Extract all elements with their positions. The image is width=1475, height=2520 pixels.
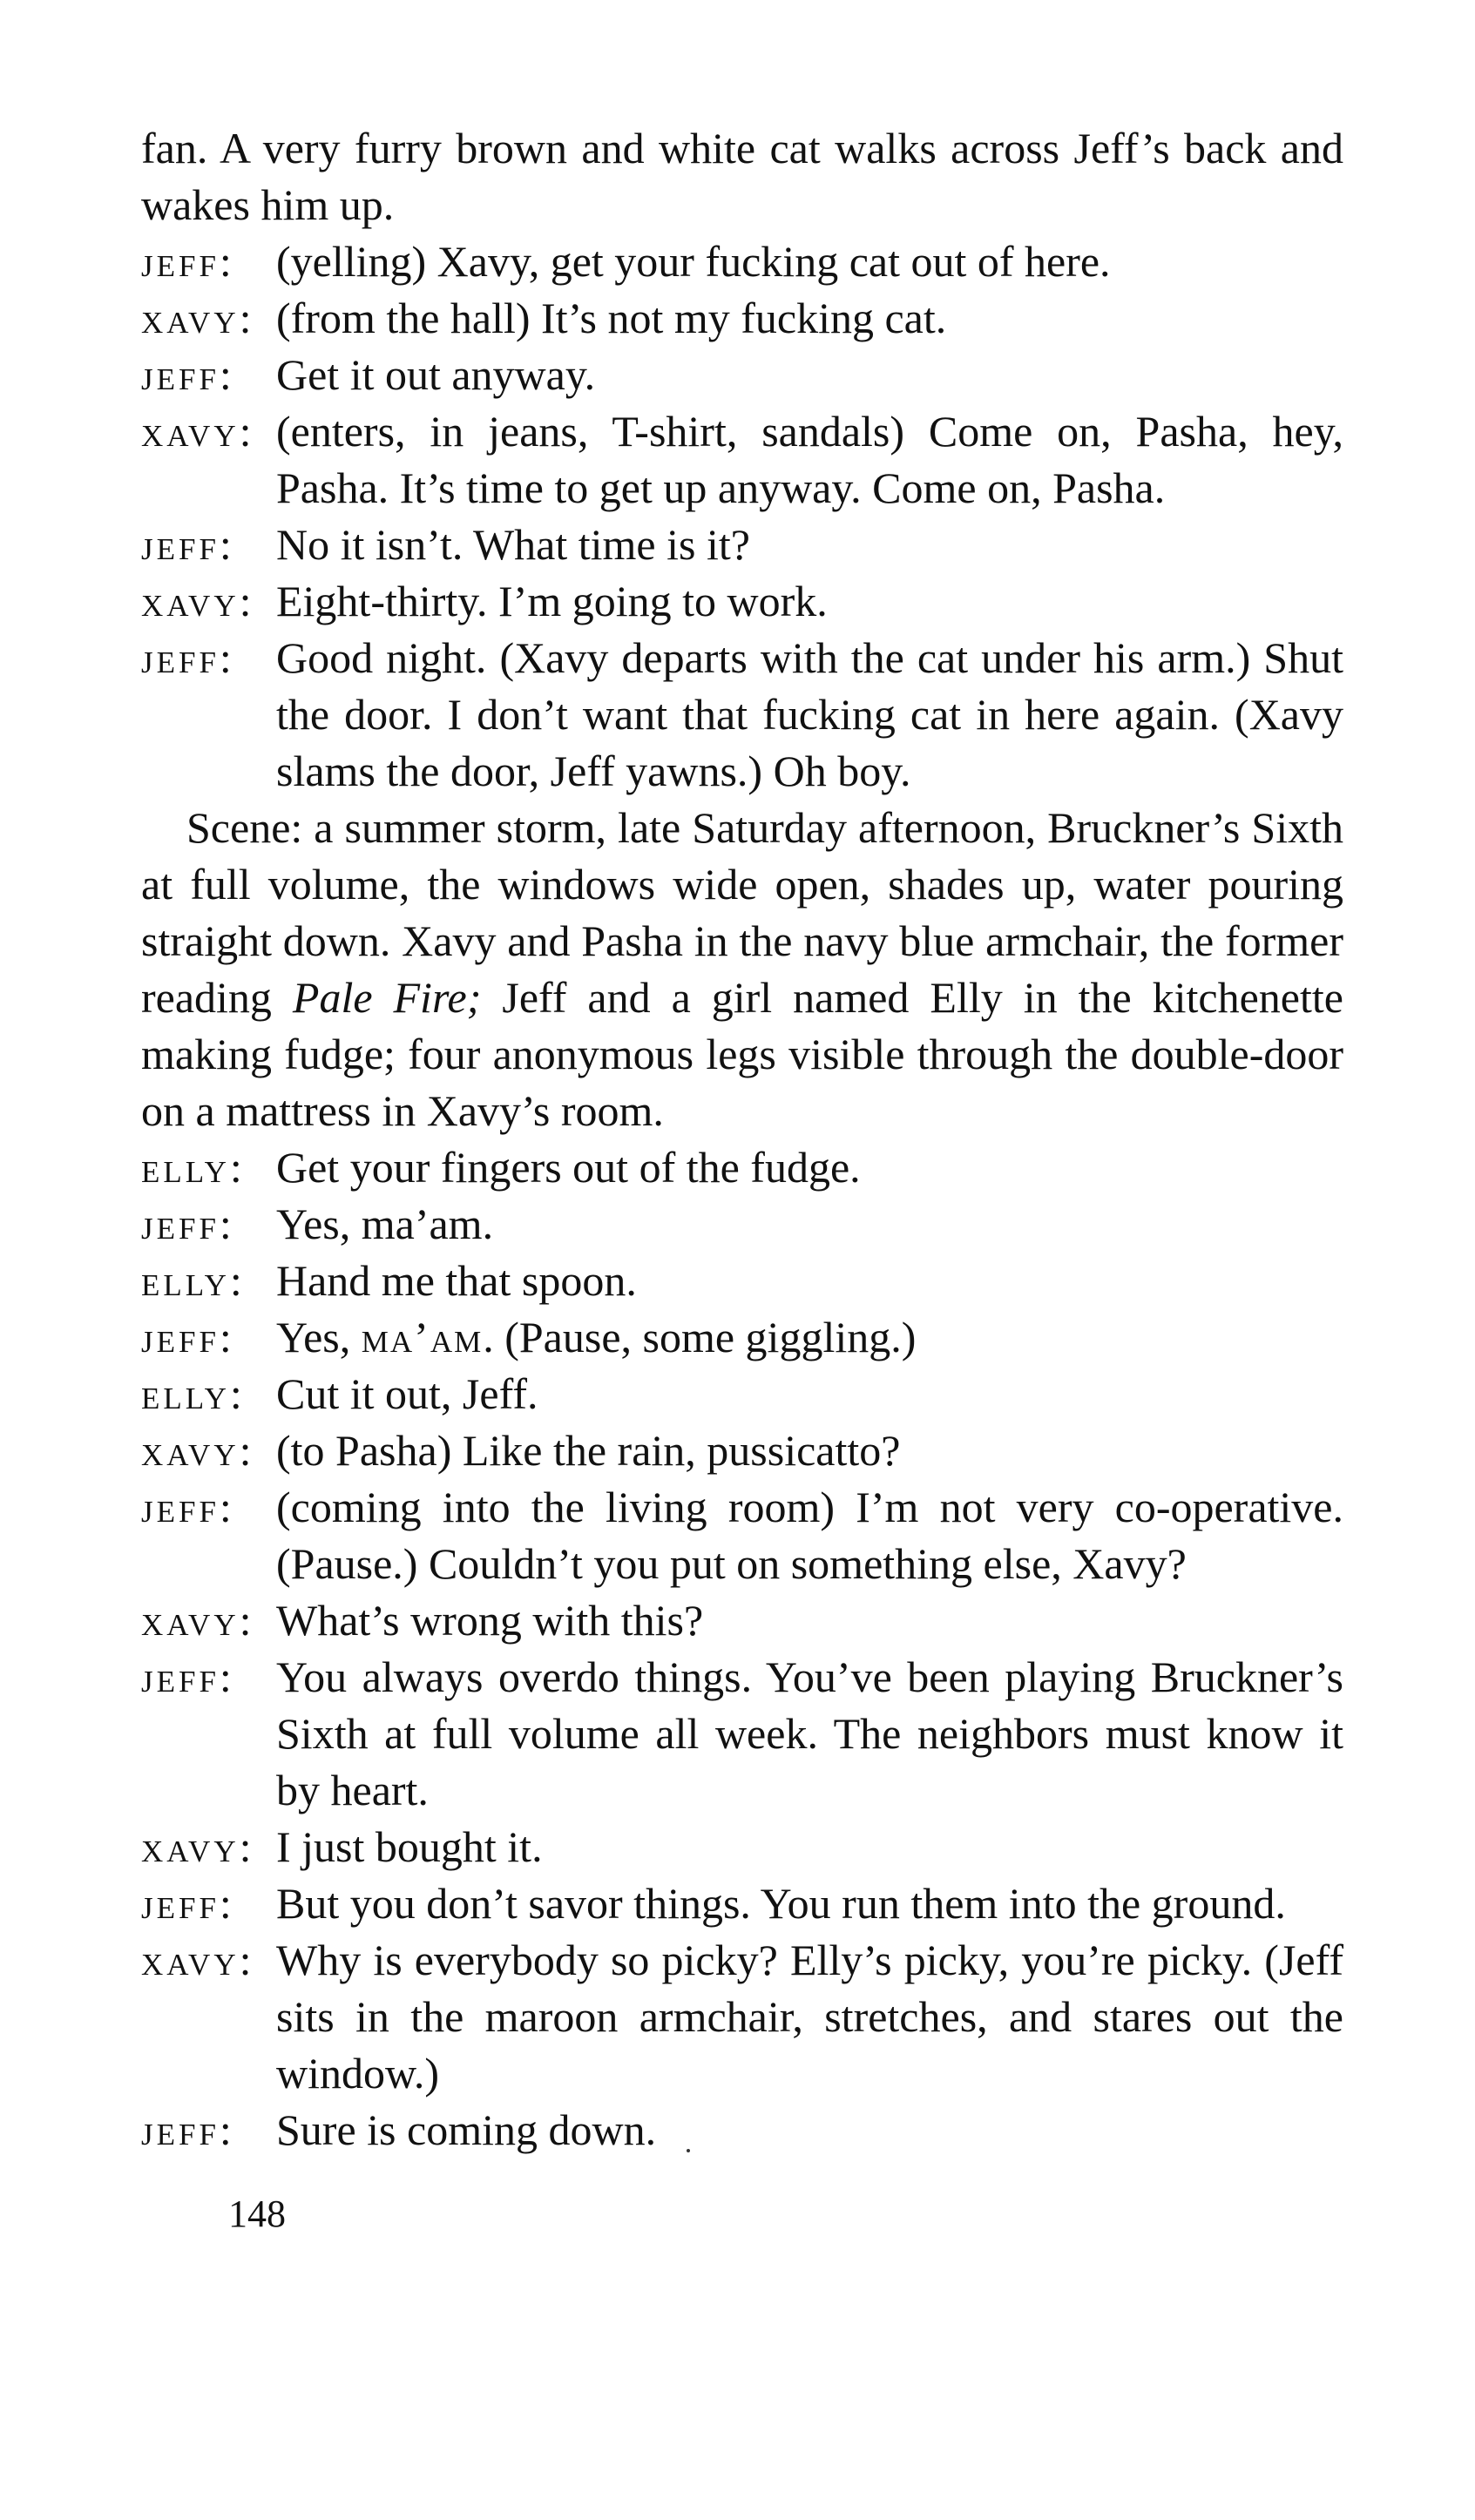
dialogue-turn: [141, 1819, 1343, 1875]
dialogue-line: Yes, ma’am.: [276, 1199, 494, 1248]
dialogue-turn: [141, 1932, 1343, 2102]
dialogue-turn: [141, 1875, 1343, 1932]
speaker-name: xavy:: [141, 1596, 255, 1645]
speaker-name: xavy:: [141, 1426, 255, 1475]
speaker-name: xavy:: [141, 1936, 255, 1984]
dialogue-turn: [141, 630, 1343, 800]
speaker-name: xavy:: [141, 1822, 255, 1871]
dialogue-turn: [141, 1592, 1343, 1649]
page-number: 148: [228, 2192, 286, 2235]
dialogue-turn: [141, 347, 1343, 403]
dialogue-turn: [141, 1366, 1343, 1422]
emphasized-word: ma’am: [361, 1313, 484, 1361]
dialogue-line: (to Pasha) Like the rain, pussicatto?: [276, 1426, 901, 1475]
dialogue-turn: [141, 573, 1343, 630]
dialogue-line: Sure is coming down.: [276, 2105, 657, 2154]
dialogue-turn: [141, 1649, 1343, 1819]
scene-text-before-title: Scene: a summer storm, late Saturday afternoon, Bruckner’s Sixth at full volume, the windows wide open, shades up, water pouring straight down. Xavy and Pasha in the navy blue armchair, the former reading: [141, 803, 1343, 1022]
speaker-name: xavy:: [141, 294, 255, 342]
dialogue-line: Get it out anyway.: [276, 350, 596, 399]
dialogue-turn: [141, 290, 1343, 347]
speaker-name: xavy:: [141, 577, 255, 625]
speaker-name: jeff:: [141, 350, 235, 399]
scene-text-after-title: Jeff and a girl named Elly in the kitchenette making fudge; four anonymous legs visible through the double-door on a mattress in Xavy’s room.: [141, 973, 1343, 1135]
speaker-name: elly:: [141, 1143, 246, 1192]
speaker-name: jeff:: [141, 2105, 235, 2154]
play-text: [141, 120, 1343, 2159]
dialogue-line: But you don’t savor things. You run them into the ground.: [276, 1879, 1286, 1928]
speaker-name: jeff:: [141, 1199, 235, 1248]
dialogue-turn: [141, 403, 1343, 517]
print-speck: [687, 2149, 690, 2152]
dialogue-line: Get your fingers out of the fudge.: [276, 1143, 861, 1192]
dialogue-block-b: [141, 1139, 1343, 2159]
book-title: Pale Fire;: [292, 973, 482, 1022]
dialogue-line: You always overdo things. You’ve been playing Bruckner’s Sixth at full volume all week. The neighbors must know it by heart.: [276, 1652, 1343, 1814]
dialogue-line: Good night. (Xavy departs with the cat under his arm.) Shut the door. I don’t want that fucking cat in here again. (Xavy slams the door, Jeff yawns.) Oh boy.: [276, 633, 1343, 795]
dialogue-line: No it isn’t. What time is it?: [276, 520, 750, 569]
dialogue-line: Cut it out, Jeff.: [276, 1369, 538, 1418]
speaker-name: jeff:: [141, 1313, 235, 1361]
line-part: . (Pause, some giggling.): [483, 1313, 917, 1361]
dialogue-turn: [141, 2102, 1343, 2159]
dialogue-line: (yelling) Xavy, get your fucking cat out of here.: [276, 237, 1111, 286]
dialogue-turn: [141, 233, 1343, 290]
dialogue-line: Hand me that spoon.: [276, 1256, 637, 1305]
speaker-name: jeff:: [141, 1483, 235, 1531]
dialogue-turn: [141, 1422, 1343, 1479]
dialogue-line: I just bought it.: [276, 1822, 543, 1871]
dialogue-turn: [141, 517, 1343, 573]
speaker-name: elly:: [141, 1256, 246, 1305]
speaker-name: jeff:: [141, 633, 235, 682]
dialogue-line: (from the hall) It’s not my fucking cat.: [276, 294, 947, 342]
dialogue-line: (coming into the living room) I’m not very co-operative. (Pause.) Couldn’t you put on something else, Xavy?: [276, 1483, 1343, 1588]
dialogue-turn: [141, 1253, 1343, 1309]
dialogue-line: Eight-thirty. I’m going to work.: [276, 577, 828, 625]
stage-direction-intro: fan. A very furry brown and white cat walks across Jeff’s back and wakes him up.: [141, 124, 1343, 229]
dialogue-turn: [141, 1139, 1343, 1196]
speaker-name: jeff:: [141, 237, 235, 286]
speaker-name: elly:: [141, 1369, 246, 1418]
speaker-name: jeff:: [141, 520, 235, 569]
dialogue-turn: [141, 1309, 1343, 1366]
dialogue-turn: [141, 1479, 1343, 1592]
dialogue-line: What’s wrong with this?: [276, 1596, 704, 1645]
dialogue-turn: [141, 1196, 1343, 1253]
dialogue-line: [276, 1309, 1343, 1366]
scene-description: [141, 800, 1343, 1139]
speaker-name: xavy:: [141, 407, 255, 456]
speaker-name: jeff:: [141, 1652, 235, 1701]
dialogue-block-a: [141, 233, 1343, 800]
dialogue-line: Why is everybody so picky? Elly’s picky, you’re picky. (Jeff sits in the maroon armchair, stretches, and stares out the window.): [276, 1936, 1343, 2098]
line-part: Yes,: [276, 1313, 362, 1361]
speaker-name: jeff:: [141, 1879, 235, 1928]
dialogue-line: (enters, in jeans, T-shirt, sandals) Come on, Pasha, hey, Pasha. It’s time to get up anyway. Come on, Pasha.: [276, 407, 1343, 512]
